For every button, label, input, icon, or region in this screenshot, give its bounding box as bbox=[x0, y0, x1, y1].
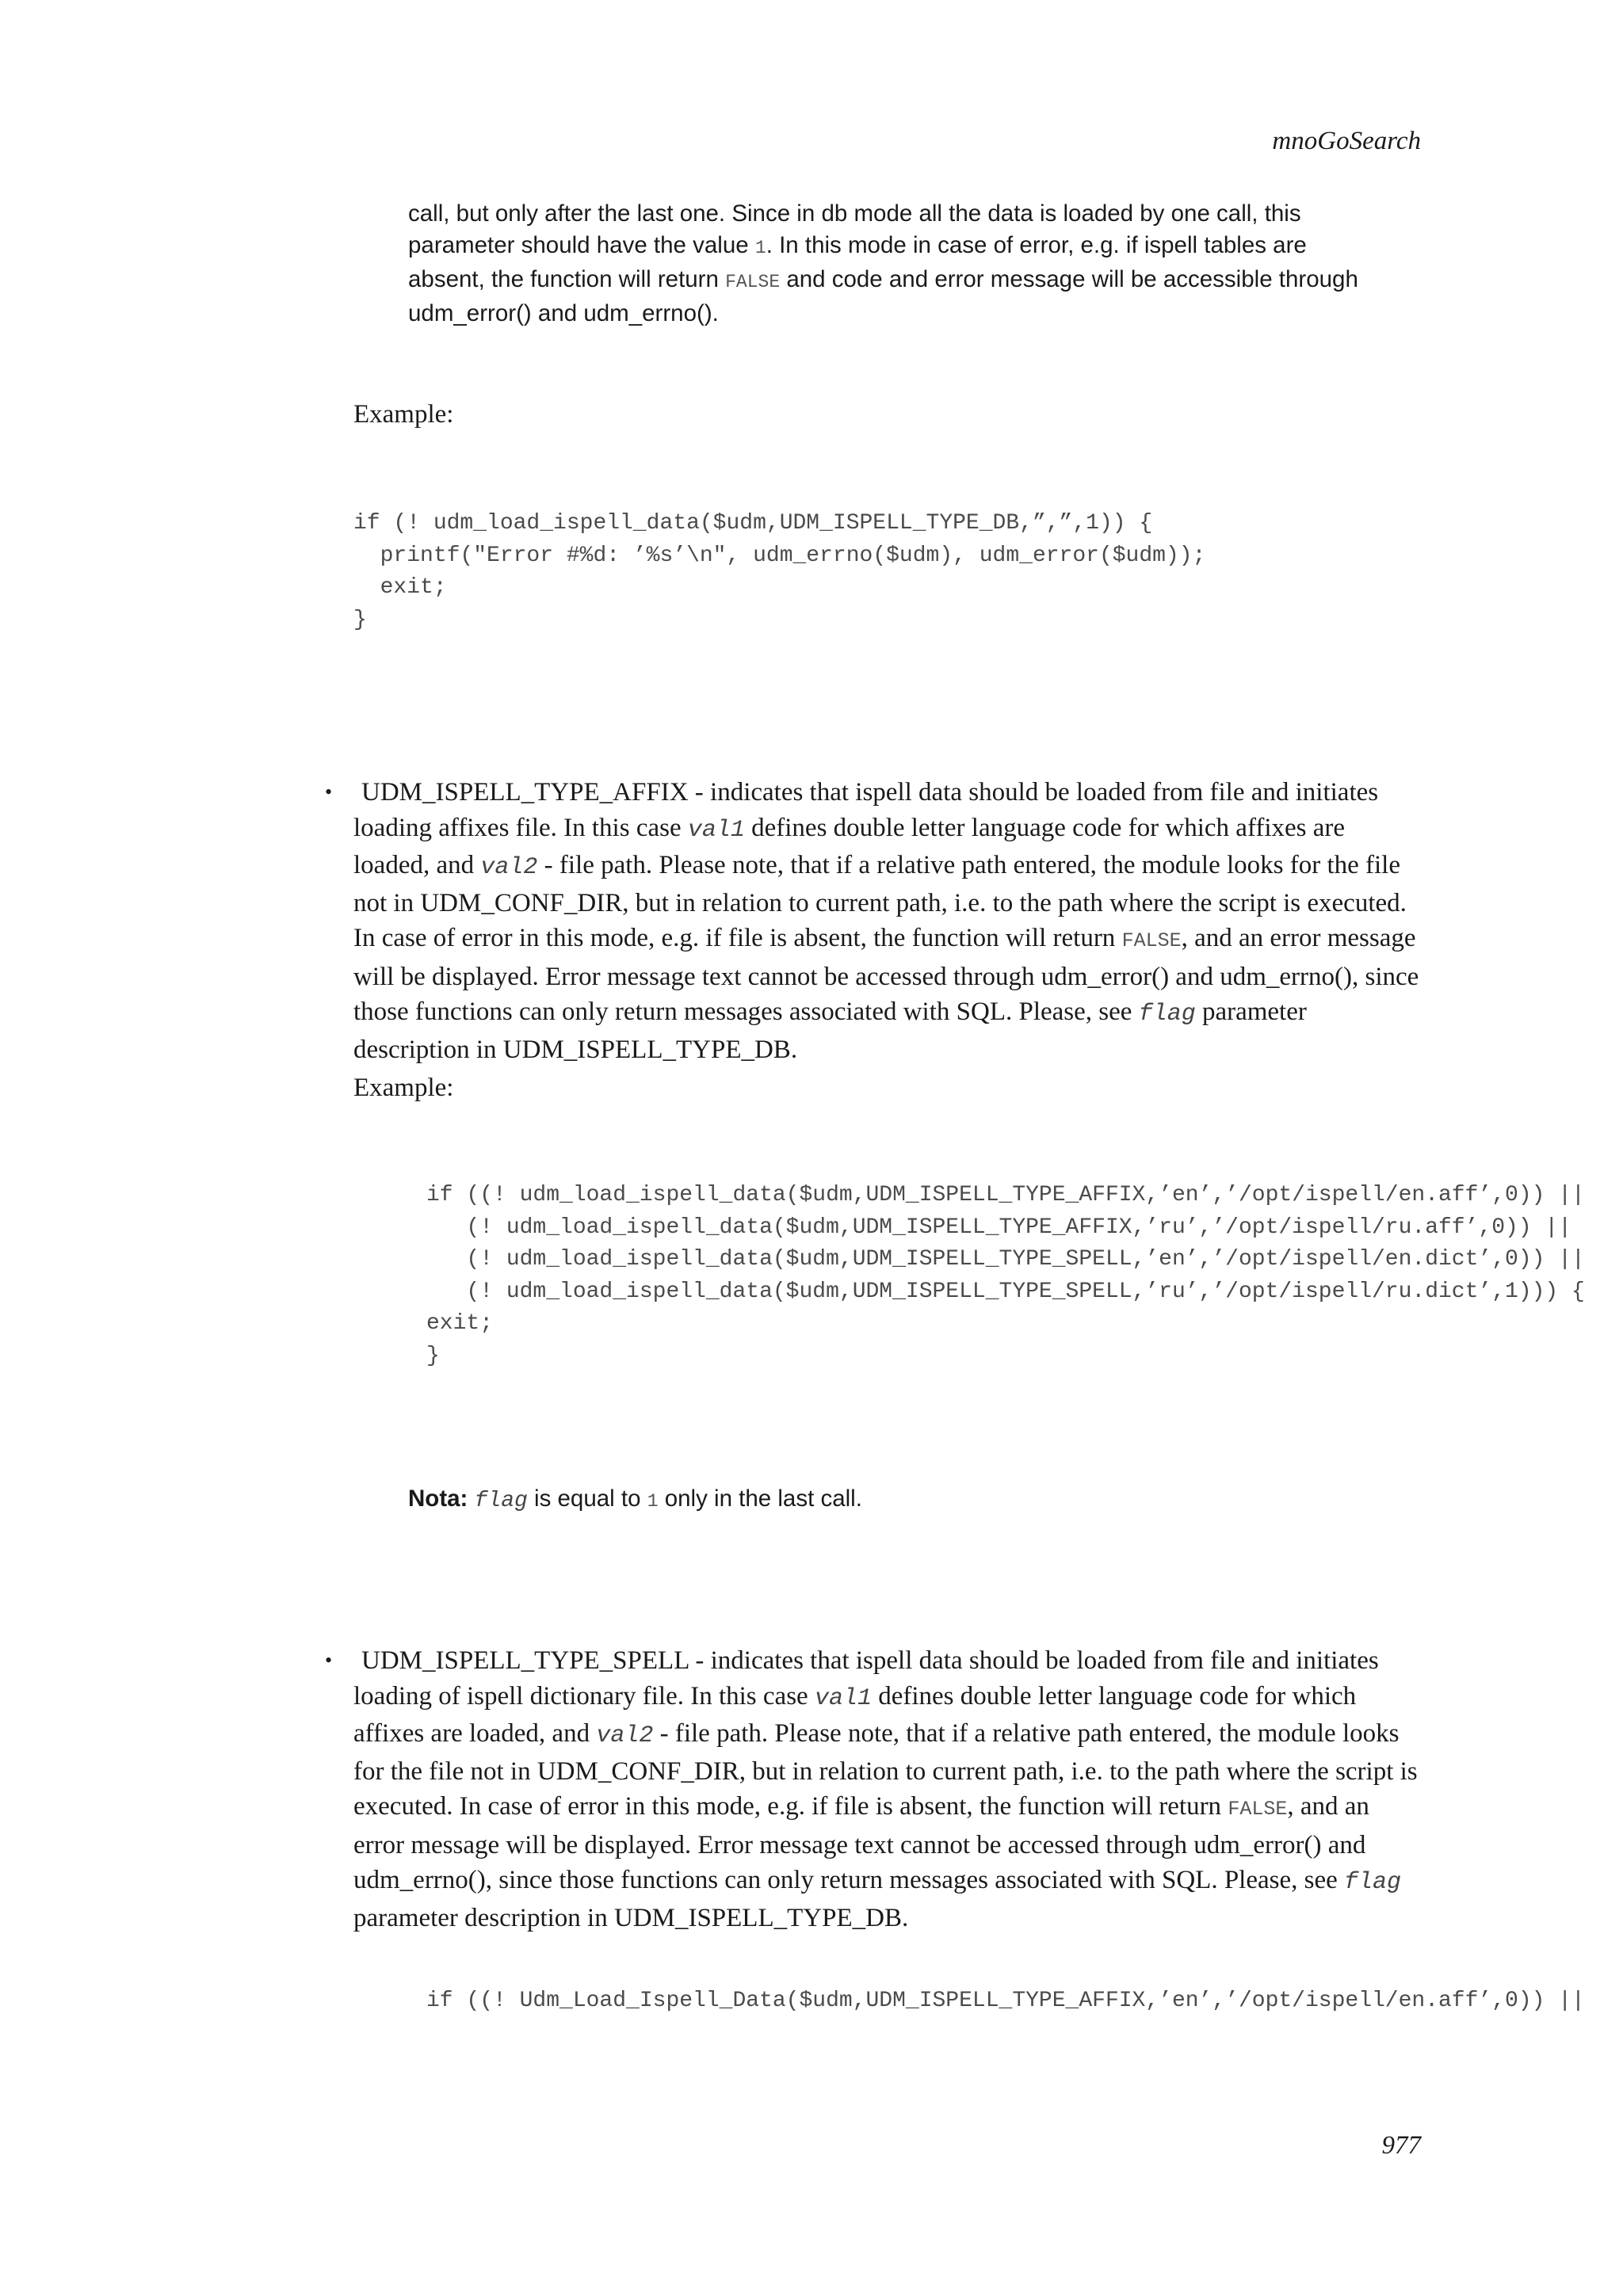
inline-code: FALSE bbox=[1228, 1798, 1288, 1821]
intro-paragraph bbox=[408, 198, 1430, 330]
intro-line-3: absent, the function will return FALSE and code and error message will be accessible through bbox=[408, 266, 1358, 292]
intro-line-1: call, but only after the last one. Since in db mode all the data is loaded by one call, this bbox=[408, 200, 1301, 227]
inline-code: flag bbox=[1138, 1001, 1196, 1028]
bullet-marker: • bbox=[325, 780, 333, 803]
inline-code: 1 bbox=[754, 238, 766, 258]
affix-description: UDM_ISPELL_TYPE_AFFIX - indicates that ispell data should be loaded from file and initiates loading affixes file. In this case val1 defines double letter language code for which affixes are loaded, and val2 - file path. Please note, that if a relative path entered, the module looks for the file not in UDM_CONF_DIR, but in relation to current path, i.e. to the path where the script is executed. In case of error in this mode, e.g. if file is absent, the function will return FALSE, and an error message will be displayed. Error message text cannot be accessed through udm_error() and udm_errno(), since those functions can only return messages associated with SQL. Please, see flag parameter description in UDM_ISPELL_TYPE_DB. bbox=[353, 778, 1419, 1064]
inline-code: val1 bbox=[687, 816, 745, 844]
page-number: 977 bbox=[1381, 2131, 1421, 2160]
intro-line-4: udm_error() and udm_errno(). bbox=[408, 300, 719, 326]
inline-code: flag bbox=[1344, 1869, 1402, 1896]
nota-label: Nota: bbox=[408, 1486, 468, 1512]
inline-code: val2 bbox=[480, 854, 538, 881]
code-block-db-example: if (! udm_load_ispell_data($udm,UDM_ISPELL_TYPE_DB,”,”,1)) { printf("Error #%d: ’%s’\n", udm_errno($udm), udm_error($udm)); exit; } bbox=[353, 511, 1206, 632]
code-block-spell-example: if ((! Udm_Load_Ispell_Data($udm,UDM_ISPELL_TYPE_AFFIX,’en’,’/opt/ispell/en.aff’,0)) || bbox=[426, 1989, 1585, 2013]
bullet-marker: • bbox=[325, 1649, 333, 1672]
inline-code: val2 bbox=[596, 1722, 654, 1749]
code-block-affix-example: if ((! udm_load_ispell_data($udm,UDM_ISPELL_TYPE_AFFIX,’en’,’/opt/ispell/en.aff’,0)) || (! udm_load_ispell_data($udm,UDM_ISPELL_TYPE_AFFIX,’ru’,’/opt/ispell/ru.aff’,0)) || (! udm_load_ispell_data($udm,UDM_ISPELL_TYPE_SPELL,’en’,’/opt/ispell/en.dict’,0)) || (! udm_load_ispell_data($udm,UDM_ISPELL_TYPE_SPELL,’ru’,’/opt/ispell/ru.dict’,1))) { exit; } bbox=[426, 1183, 1585, 1368]
nota-note: Nota: flag is equal to 1 only in the last call. bbox=[408, 1486, 862, 1513]
inline-code: FALSE bbox=[725, 272, 781, 292]
example-label: Example: bbox=[353, 400, 454, 429]
inline-code: flag bbox=[474, 1489, 528, 1513]
inline-code: FALSE bbox=[1121, 929, 1182, 952]
inline-code: 1 bbox=[647, 1491, 659, 1512]
running-header: mnoGoSearch bbox=[1272, 127, 1421, 155]
inline-code: val1 bbox=[814, 1684, 872, 1712]
example-label: Example: bbox=[353, 1074, 454, 1102]
intro-line-2: parameter should have the value 1. In this mode in case of error, e.g. if ispell tables are bbox=[408, 232, 1307, 258]
spell-description: UDM_ISPELL_TYPE_SPELL - indicates that ispell data should be loaded from file and initiates loading of ispell dictionary file. In this case val1 defines double letter language code for which affixes are loaded, and val2 - file path. Please note, that if a relative path entered, the module looks for the file not in UDM_CONF_DIR, but in relation to current path, i.e. to the path where the script is executed. In case of error in this mode, e.g. if file is absent, the function will return FALSE, and an error message will be displayed. Error message text cannot be accessed through udm_error() and udm_errno(), since those functions can only return messages associated with SQL. Please, see flag parameter description in UDM_ISPELL_TYPE_DB. bbox=[353, 1646, 1418, 1932]
